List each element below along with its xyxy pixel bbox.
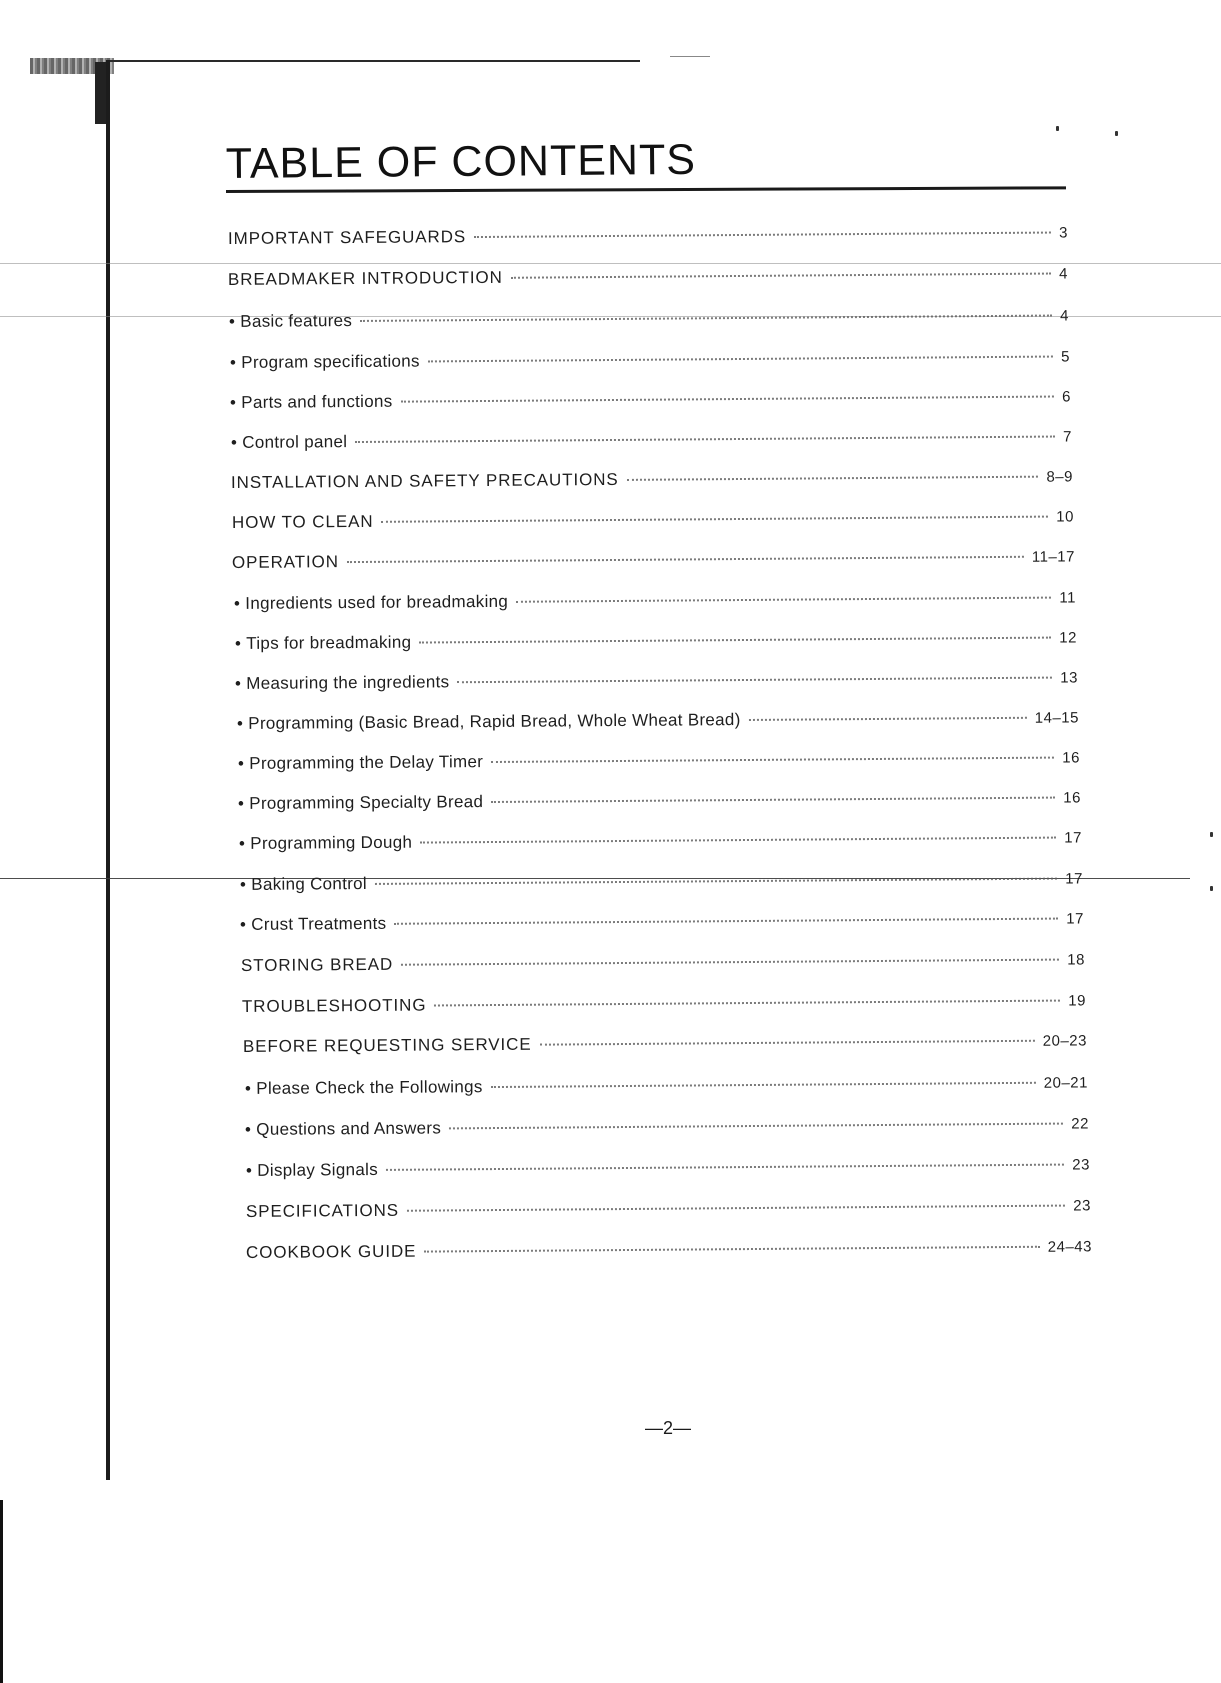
toc-entry-label: • Control panel <box>231 432 347 453</box>
toc-entry-page: 20–23 <box>1042 1032 1088 1050</box>
dot-leader <box>401 959 1059 966</box>
toc-entry-page: 24–43 <box>1047 1238 1093 1256</box>
dot-leader <box>449 1123 1063 1130</box>
toc-entry-label: • Programming Specialty Bread <box>238 792 483 814</box>
toc-entry-page: 11–17 <box>1031 548 1076 566</box>
toc-entry <box>239 827 1082 858</box>
dot-leader <box>400 396 1054 403</box>
dot-leader <box>491 797 1055 803</box>
toc-entry-label: • Measuring the ingredients <box>235 672 450 694</box>
toc-entry-page: 16 <box>1062 749 1081 767</box>
toc-entry-page: 17 <box>1064 829 1083 847</box>
toc-entry-label: • Programming Dough <box>239 833 412 854</box>
dot-leader <box>420 837 1056 844</box>
toc-entry <box>234 587 1076 618</box>
dot-leader <box>347 556 1024 563</box>
toc-entry <box>231 426 1072 457</box>
dot-leader <box>491 757 1054 763</box>
dot-leader <box>355 436 1055 443</box>
dot-leader <box>360 315 1052 322</box>
toc-entry-label: • Tips for breadmaking <box>235 633 411 654</box>
dot-leader <box>516 597 1051 603</box>
toc-entry-label: OPERATION <box>231 552 340 572</box>
toc-entry <box>246 1195 1091 1226</box>
toc-entry-page: 23 <box>1072 1156 1091 1174</box>
toc-entry <box>246 1236 1092 1267</box>
page-title: TABLE OF CONTENTS <box>225 135 697 189</box>
toc-entry-page: 3 <box>1059 224 1069 242</box>
dot-leader <box>749 717 1027 721</box>
toc-entry <box>232 506 1074 537</box>
toc-entry <box>235 667 1078 698</box>
toc-entry-label: • Display Signals <box>246 1160 378 1181</box>
toc-entry-label: • Ingredients used for breadmaking <box>234 592 508 614</box>
dot-leader <box>386 1164 1064 1171</box>
dot-leader <box>474 232 1051 239</box>
toc-entry-label: STORING BREAD <box>240 954 394 975</box>
toc-entry-page: 14–15 <box>1034 709 1080 727</box>
toc-entry-page: 4 <box>1059 265 1069 283</box>
toc-entry-page: 6 <box>1062 388 1072 406</box>
dot-leader <box>394 918 1058 925</box>
toc-entry-page: 7 <box>1063 428 1073 446</box>
toc-entry-label: • Basic features <box>229 311 352 332</box>
toc-entry-label: • Program specifications <box>230 352 420 373</box>
dot-leader <box>424 1246 1039 1253</box>
toc-entry-page: 4 <box>1060 307 1070 325</box>
dot-leader <box>511 273 1051 279</box>
dot-leader <box>375 878 1057 885</box>
toc-entry-page: 10 <box>1056 508 1075 526</box>
toc-entry <box>235 627 1077 658</box>
toc-entry <box>228 222 1068 253</box>
toc-entry <box>229 305 1069 336</box>
toc-entry-page: 11 <box>1059 589 1077 607</box>
dot-leader <box>407 1205 1065 1212</box>
toc-entry-page: 20–21 <box>1043 1074 1089 1092</box>
toc-entry-label: COOKBOOK GUIDE <box>245 1241 417 1262</box>
toc-entry-label: • Baking Control <box>240 874 367 895</box>
toc-entry-label: BREADMAKER INTRODUCTION <box>227 267 503 289</box>
toc-entry-page: 16 <box>1063 789 1082 807</box>
toc-entry <box>240 908 1084 939</box>
dot-leader <box>627 476 1039 481</box>
dot-leader <box>540 1040 1035 1046</box>
toc-entry <box>238 787 1081 818</box>
toc-entry-page: 5 <box>1061 348 1071 366</box>
toc-entry <box>238 747 1080 778</box>
toc-entry <box>240 868 1083 899</box>
toc-entry <box>237 707 1079 738</box>
toc-entry-page: 23 <box>1073 1197 1092 1215</box>
toc-entry <box>241 949 1085 980</box>
toc-entry <box>246 1154 1090 1185</box>
toc-entry-page: 17 <box>1066 910 1085 928</box>
toc-entry <box>245 1113 1089 1144</box>
toc-entry <box>232 546 1075 577</box>
toc-entry-label: INSTALLATION AND SAFETY PRECAUTIONS <box>230 469 619 492</box>
page-number: —2— <box>645 1418 692 1438</box>
toc-entry <box>242 990 1086 1021</box>
toc-entry-label: SPECIFICATIONS <box>245 1200 400 1221</box>
toc-entry-label: • Programming (Basic Bread, Rapid Bread, Whole Wheat Bread) <box>237 710 741 734</box>
toc-entry-label: • Programming the Delay Timer <box>238 752 483 774</box>
toc-entry-page: 19 <box>1068 992 1087 1010</box>
toc-entry <box>231 466 1073 497</box>
toc-entry <box>245 1072 1088 1103</box>
dot-leader <box>381 516 1048 523</box>
toc-entry-label: • Questions and Answers <box>245 1118 441 1140</box>
toc-entry <box>243 1030 1087 1061</box>
toc-entry-label: TROUBLESHOOTING <box>241 995 427 1016</box>
toc-entry-label: • Crust Treatments <box>240 914 387 935</box>
toc-entry-label: • Please Check the Followings <box>245 1077 483 1099</box>
toc-entry <box>230 346 1070 377</box>
toc-entry-page: 22 <box>1071 1115 1090 1133</box>
dot-leader <box>434 1000 1060 1007</box>
dot-leader <box>419 637 1051 644</box>
dot-leader <box>428 356 1053 363</box>
toc-entry-page: 12 <box>1059 629 1078 647</box>
dot-leader <box>491 1082 1036 1088</box>
toc-entry <box>230 386 1071 417</box>
toc-entry-page: 13 <box>1060 669 1079 687</box>
toc-entry-label: BEFORE REQUESTING SERVICE <box>242 1034 532 1056</box>
toc-entry-label: HOW TO CLEAN <box>231 511 374 532</box>
toc-entry-page: 17 <box>1065 870 1084 888</box>
toc-entry <box>228 263 1068 294</box>
toc-entry-label: • Parts and functions <box>230 392 393 413</box>
dot-leader <box>457 677 1052 684</box>
toc-entry-page: 18 <box>1067 951 1086 969</box>
toc-entry-label: IMPORTANT SAFEGUARDS <box>227 227 467 248</box>
toc-entry-page: 8–9 <box>1046 468 1074 486</box>
